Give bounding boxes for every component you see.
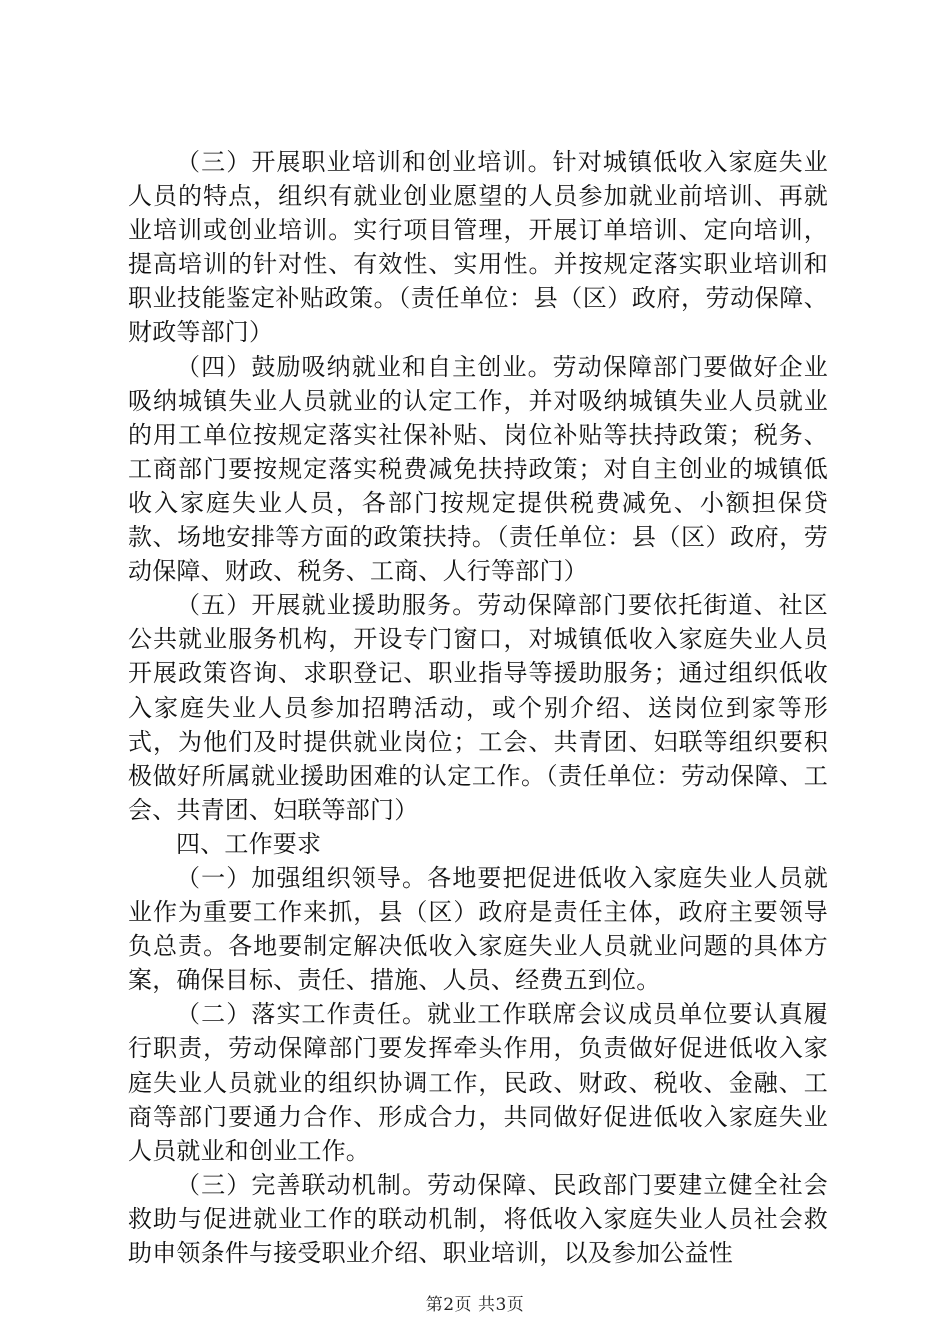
- page-number-footer: 第2页 共3页: [425, 1295, 525, 1315]
- paragraph-vocational-training: （三）开展职业培训和创业培训。针对城镇低收入家庭失业人员的特点，组织有就业创业愿望的人员参加就业前培训、再就业培训或创业培训。实行项目管理，开展订单培训、定向培训，提高培训的针对性、有效性、实用性。并按规定落实职业培训和职业技能鉴定补贴政策。（责任单位：县（区）政府，劳动保障、财政等部门）: [128, 148, 828, 347]
- paragraph-organizational-leadership: （一）加强组织领导。各地要把促进低收入家庭失业人员就业作为重要工作来抓，县（区）政府是责任主体，政府主要领导负总责。各地要制定解决低收入家庭失业人员就业问题的具体方案，确保目标、责任、措施、人员、经费五到位。: [128, 863, 828, 995]
- paragraph-encourage-employment: （四）鼓励吸纳就业和自主创业。劳动保障部门要做好企业吸纳城镇失业人员就业的认定工作，并对吸纳城镇失业人员就业的用工单位按规定落实社保补贴、岗位补贴等扶持政策；税务、工商部门要按规定落实税费减免扶持政策；对自主创业的城镇低收入家庭失业人员，各部门按规定提供税费减免、小额担保贷款、场地安排等方面的政策扶持。（责任单位：县（区）政府，劳动保障、财政、税务、工商、人行等部门）: [128, 352, 828, 586]
- section-heading-work-requirements: 四、工作要求: [176, 829, 322, 858]
- paragraph-work-responsibility: （二）落实工作责任。就业工作联席会议成员单位要认真履行职责，劳动保障部门要发挥牵头作用，负责做好促进低收入家庭失业人员就业的组织协调工作，民政、财政、税收、金融、工商等部门要通力合作、形成合力，共同做好促进低收入家庭失业人员就业和创业工作。: [128, 1000, 828, 1165]
- document-body: [128, 145, 828, 1270]
- paragraph-linkage-mechanism: （三）完善联动机制。劳动保障、民政部门要建立健全社会救助与促进就业工作的联动机制，将低收入家庭失业人员社会救助申领条件与接受职业介绍、职业培训，以及参加公益性: [128, 1170, 828, 1267]
- paragraph-employment-assistance: （五）开展就业援助服务。劳动保障部门要依托街道、社区公共就业服务机构，开设专门窗口，对城镇低收入家庭失业人员开展政策咨询、求职登记、职业指导等援助服务；通过组织低收入家庭失业人员参加招聘活动，或个别介绍、送岗位到家等形式，为他们及时提供就业岗位；工会、共青团、妇联等组织要积极做好所属就业援助困难的认定工作。（责任单位：劳动保障、工会、共青团、妇联等部门）: [128, 591, 828, 824]
